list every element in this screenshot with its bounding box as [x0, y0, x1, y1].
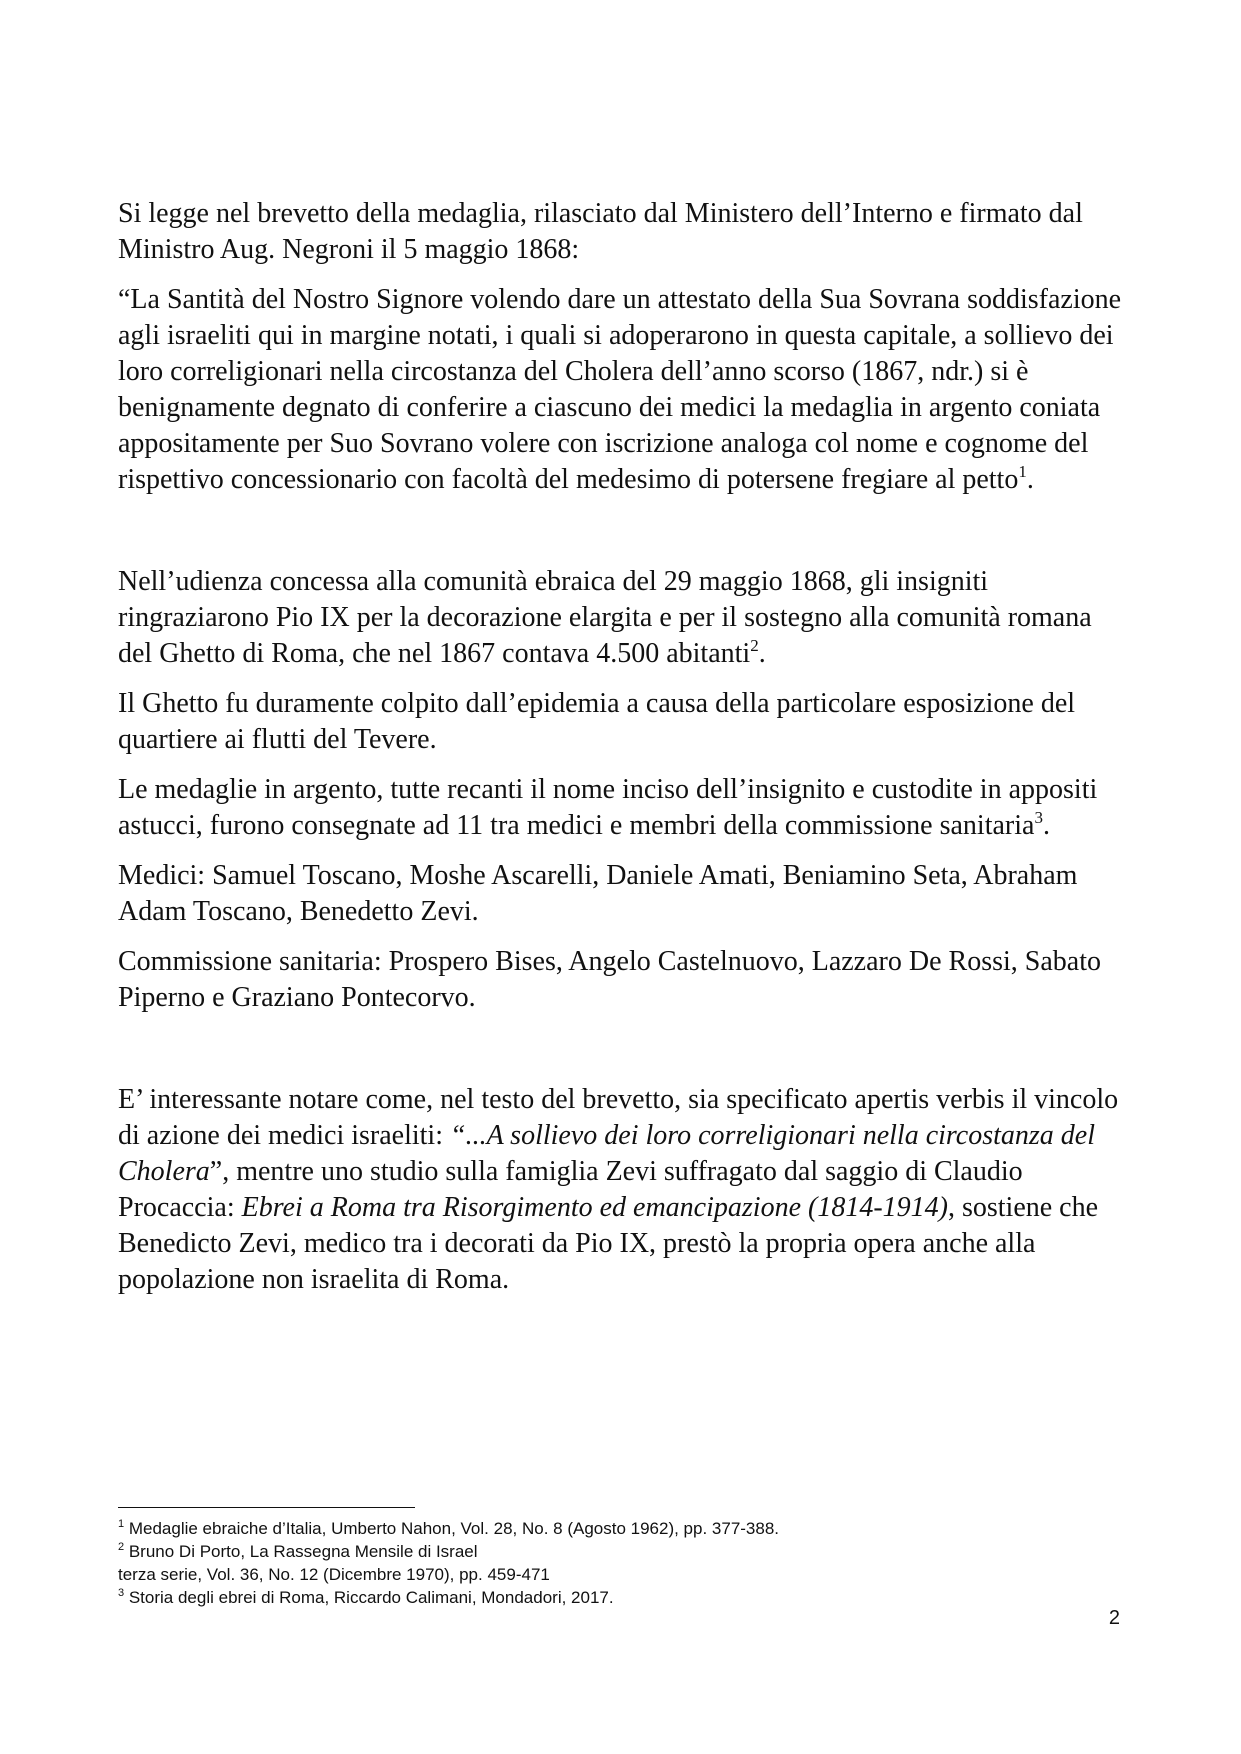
paragraph-brevetto-quote [118, 282, 1123, 498]
italic-book-title: Ebrei a Roma tra Risorgimento ed emancipazione (1814-1914) [241, 1192, 948, 1223]
footnote-text: Bruno Di Porto, La Rassegna Mensile di Israel [124, 1542, 478, 1561]
footnote-2 [118, 1540, 1118, 1563]
footnote-3 [118, 1586, 1118, 1609]
paragraph-text: Nell’udienza concessa alla comunità ebraica del 29 maggio 1868, gli insigniti ringraziarono Pio IX per la decorazione elargita e per il sostegno alla comunità romana del Ghetto di Roma, che nel 1867 contava 4.500 abitanti [118, 566, 1092, 669]
footnote-1 [118, 1517, 1118, 1540]
paragraph-text: Medici: Samuel Toscano, Moshe Ascarelli, Daniele Amati, Beniamino Seta, Abraham Adam Toscano, Benedetto Zevi. [118, 860, 1078, 927]
paragraph-udienza [118, 564, 1123, 672]
paragraph-text: Commissione sanitaria: Prospero Bises, Angelo Castelnuovo, Lazzaro De Rossi, Sabato Piperno e Graziano Pontecorvo. [118, 946, 1101, 1013]
paragraph-text: Si legge nel brevetto della medaglia, rilasciato dal Ministero dell’Interno e firmato dal Ministro Aug. Negroni il 5 maggio 1868: [118, 198, 1083, 265]
paragraph-tail: . [758, 638, 766, 669]
paragraph-text: ”, mentre uno studio sulla famiglia Zevi suffragato dal saggio di Claudio Procaccia: [118, 1156, 1023, 1223]
paragraph-medaglie [118, 772, 1123, 844]
paragraph-text: Le medaglie in argento, tutte recanti il nome inciso dell’insignito e custodite in appositi astucci, furono consegnate ad 11 tra medici e membri della commissione sanitaria [118, 774, 1098, 841]
paragraph-medici [118, 858, 1123, 930]
paragraph-text: Il Ghetto fu duramente colpito dall’epidemia a causa della particolare esposizione del quartiere ai flutti del Tevere. [118, 688, 1076, 755]
footnote-number: 2 [118, 1541, 125, 1553]
paragraph-tail: . [1026, 464, 1034, 495]
paragraph-text: E’ interessante notare come, nel testo del brevetto, sia specificato apertis verbis il vincolo di azione dei medici israeliti: [118, 1084, 1119, 1151]
footnote-text: terza serie, Vol. 36, No. 12 (Dicembre 1970), pp. 459-471 [118, 1565, 550, 1584]
footnote-reference[interactable]: 3 [1034, 808, 1043, 827]
footnote-reference[interactable]: 1 [1018, 462, 1027, 481]
page-number: 2 [1108, 1607, 1120, 1629]
footnote-text: Medaglie ebraiche d’Italia, Umberto Nahon, Vol. 28, No. 8 (Agosto 1962), pp. 377-388. [124, 1519, 780, 1538]
footnote-2-continuation [118, 1563, 1118, 1586]
paragraph-text: , sostiene che Benedicto Zevi, medico tra i decorati da Pio IX, prestò la propria opera anche alla popolazione non israelita di Roma. [118, 1192, 1099, 1295]
footnote-number: 1 [118, 1518, 125, 1530]
footnote-text: Storia degli ebrei di Roma, Riccardo Calimani, Mondadori, 2017. [124, 1588, 614, 1607]
paragraph-tail: . [1042, 810, 1050, 841]
paragraph-ghetto [118, 686, 1123, 758]
paragraph-commissione [118, 944, 1123, 1016]
body-text [118, 196, 1123, 1298]
footnote-reference[interactable]: 2 [750, 636, 759, 655]
paragraph-brevetto-intro [118, 196, 1123, 268]
paragraph-text: “La Santità del Nostro Signore volendo dare un attestato della Sua Sovrana soddisfazione agli israeliti qui in margine notati, i quali si adoperarono in questa capitale, a sollievo dei loro correligionari nella circostanza del Cholera dell’anno scorso (1867, ndr.) si è benignamente degnato di conferire a ciascuno dei medici la medaglia in argento coniata appositamente per Suo Sovrano volere con iscrizione analoga col nome e cognome del rispettivo concessionario con facoltà del medesimo di potersene fregiare al petto [118, 284, 1122, 495]
footnotes [118, 1517, 1118, 1609]
italic-quote: “...A sollievo dei loro correligionari nella circostanza del Cholera [118, 1120, 1095, 1187]
footnote-number: 3 [118, 1587, 125, 1599]
paragraph-zevi [118, 1082, 1123, 1298]
footnote-separator [118, 1507, 415, 1508]
